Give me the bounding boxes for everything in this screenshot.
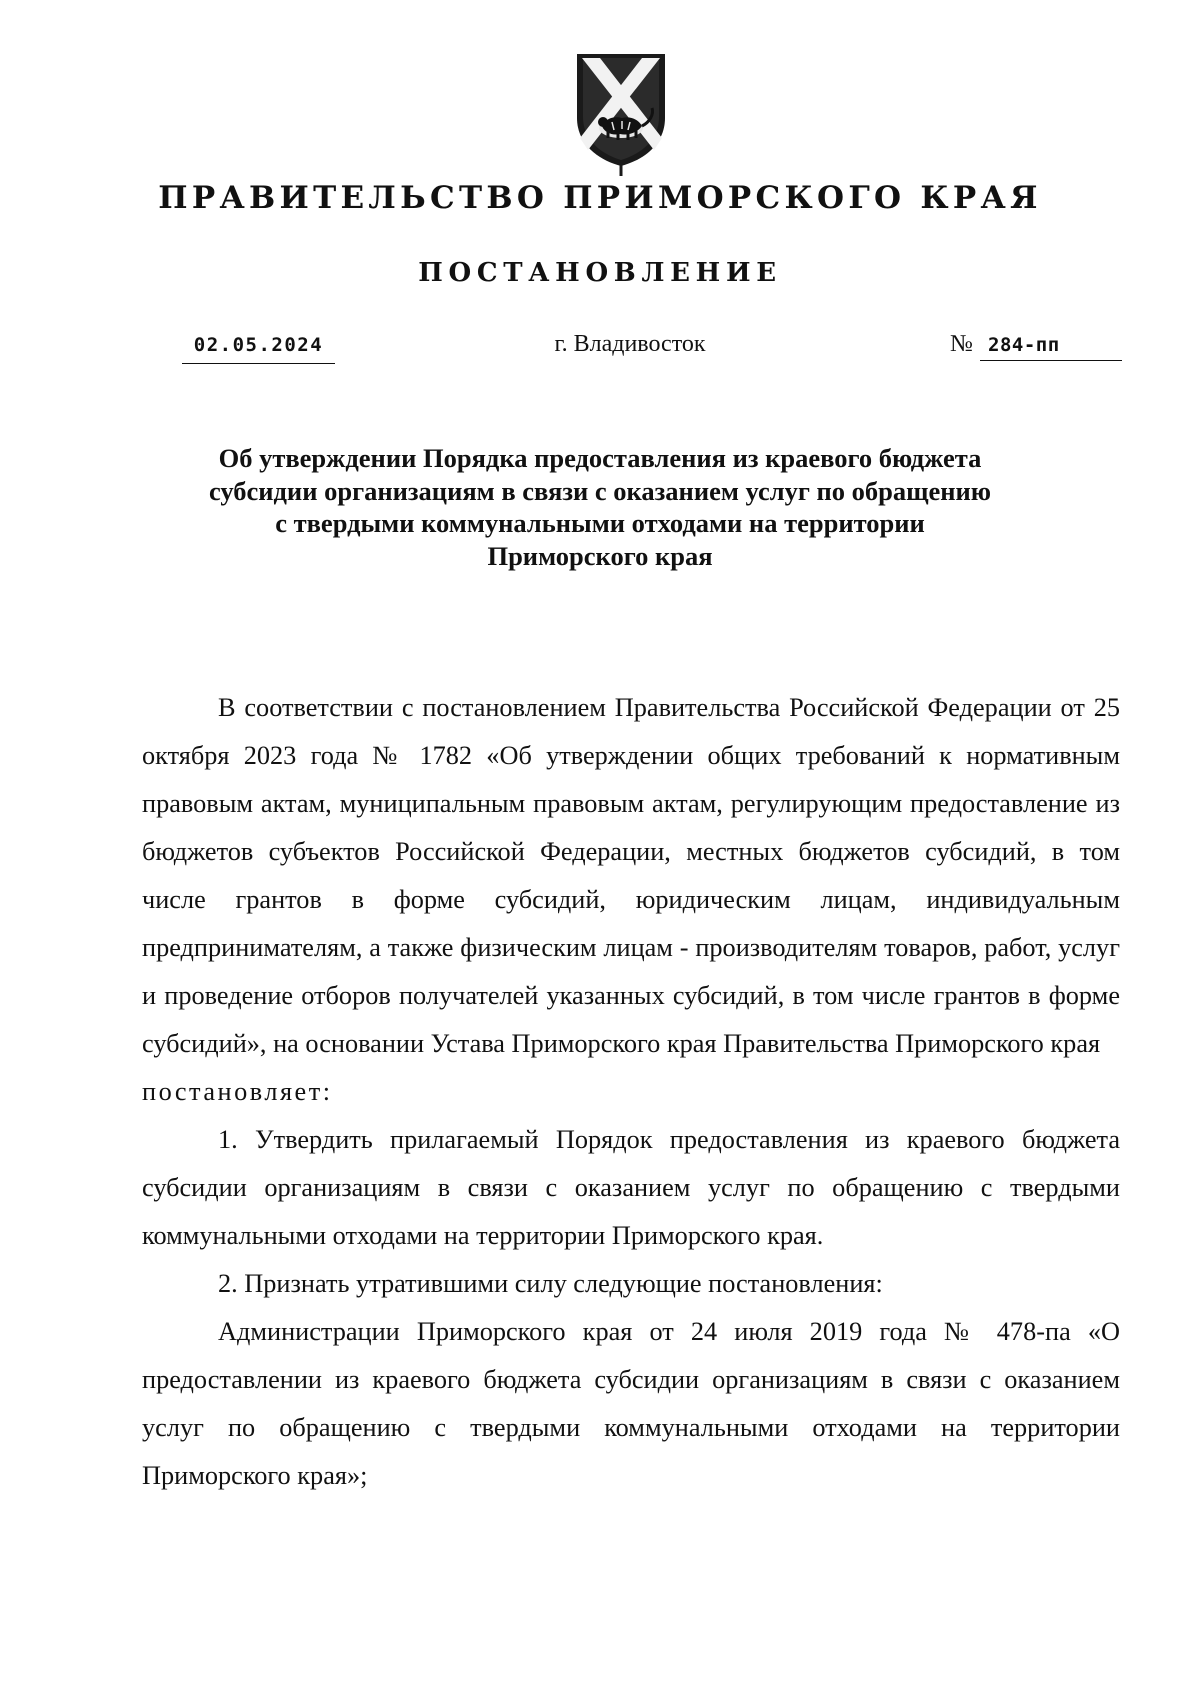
government-name: ПРАВИТЕЛЬСТВО ПРИМОРСКОГО КРАЯ [158, 180, 1042, 216]
item-paragraph: Администрации Приморского края от 24 июля 2019 года № 478-па «О предоставлении из краевого бюджета субсидии организациям в связи с оказанием услуг по обращению с твердыми коммунальными отходами на территории Приморского края»; [142, 1317, 1120, 1490]
decree-paragraph [142, 1068, 1120, 1116]
document-city: г. Владивосток [554, 331, 706, 357]
preamble-text: В соответствии с постановлением Правительства Российской Федерации от 25 октября 2023 года № 1782 «Об утверждении общих требований к нормативным правовым актам, муниципальным правовым актам, регулирующим предоставление из бюджетов субъектов Российской Федерации, местных бюджетов субсидий, в том числе грантов в форме субсидий, юридическим лицам, индивидуальным предпринимателям, а также физическим лицам - производителям товаров, работ, услуг и проведение отборов получателей указанных субсидий, в том числе грантов в форме субсидий», на основании Устава Приморского края Правительства Приморского края [142, 693, 1120, 1058]
number-sign: № [950, 331, 973, 357]
coat-of-arms-icon [572, 52, 670, 176]
document-number: 284-пп [980, 330, 1122, 361]
document-number-block [950, 328, 1122, 363]
item-paragraph: 2. Признать утратившими силу следующие постановления: [218, 1269, 883, 1298]
item-paragraph: 1. Утвердить прилагаемый Порядок предоставления из краевого бюджета субсидии организациям в связи с оказанием услуг по обращению с твердыми коммунальными отходами на территории Приморского края. [142, 1125, 1120, 1250]
document-title: Об утверждении Порядка предоставления из краевого бюджета субсидии организациям в связи с оказанием услуг по обращению с твердыми коммунальными отходами на территории Приморского края [208, 443, 992, 571]
preamble-paragraph [142, 684, 1120, 1068]
document-body [142, 684, 1120, 1500]
decree-word: постановляет: [142, 1077, 333, 1106]
document-date: 02.05.2024 [182, 330, 335, 364]
document-type: ПОСТАНОВЛЕНИЕ [418, 258, 782, 288]
